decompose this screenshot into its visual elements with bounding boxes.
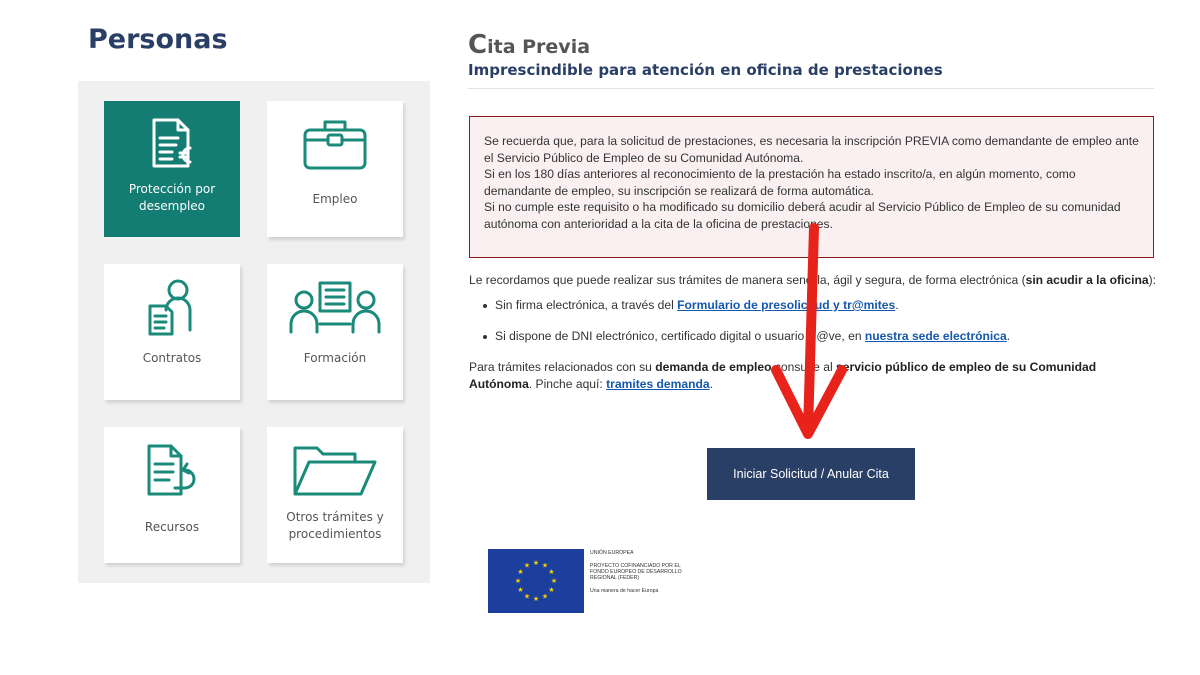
list-item: Sin firma electrónica, a través del Formulario de presolicitud y tr@mites.: [469, 297, 1159, 314]
svg-text:★: ★: [523, 561, 531, 570]
notice-line: Si en los 180 días anteriores al reconocimiento de la prestación ha estado inscrito/a, en algún momento, como demandante de empleo, su inscripción se realizará de forma automática.: [484, 167, 1076, 198]
tile-label: Otros trámites y procedimientos: [286, 510, 384, 541]
tile-empleo[interactable]: [267, 101, 403, 237]
svg-text:★: ★: [532, 595, 540, 603]
tile-label: Protección por desempleo: [128, 182, 216, 213]
demand-text: Para trámites relacionados con su demanda de empleo consulte al servicio público de empleo de su Comunidad Autónoma. Pinche aquí: tramites demanda.: [469, 360, 1097, 391]
teacher-students-icon: [288, 276, 382, 338]
svg-text:★: ★: [517, 586, 524, 594]
eu-flag-logo: [488, 549, 584, 613]
eu-project-label: PROYECTO COFINANCIADO POR EL FONDO EUROPEO DE DESARROLLO REGIONAL (FEDER): [590, 563, 682, 581]
tile-contratos[interactable]: [104, 264, 240, 400]
svg-text:★: ★: [523, 592, 531, 601]
svg-text:★: ★: [541, 592, 549, 601]
tile-label: Empleo: [312, 192, 358, 206]
tile-recursos[interactable]: [104, 427, 240, 563]
svg-text:★: ★: [517, 568, 524, 576]
svg-text:★: ★: [514, 577, 522, 585]
notice-box: [469, 116, 1154, 258]
tile-proteccion-desempleo[interactable]: [104, 101, 240, 237]
list-item: Si dispone de DNI electrónico, certificado digital o usuario cl@ve, en nuestra sede electrónica.: [469, 328, 1159, 345]
folder-icon: [291, 439, 379, 501]
tramites-demanda-link[interactable]: tramites demanda: [606, 377, 710, 391]
tile-formacion[interactable]: [267, 264, 403, 400]
svg-text:★: ★: [548, 568, 555, 576]
svg-text:★: ★: [548, 586, 555, 594]
options-list: [469, 297, 1159, 345]
eu-motto-label: Una manera de hacer Europa: [590, 588, 659, 594]
page-subtitle: Imprescindible para atención en oficina de prestaciones: [468, 61, 943, 79]
svg-text:★: ★: [550, 577, 558, 585]
svg-text:★: ★: [541, 561, 549, 570]
notice-line: Si no cumple este requisito o ha modificado su domicilio deberá acudir al Servicio Público de Empleo de su comunidad autónoma con anterioridad a la cita de la oficina de prestaciones.: [484, 200, 1121, 231]
tile-label: Contratos: [142, 351, 202, 365]
title-initial: C: [468, 30, 488, 60]
invoice-euro-icon: [148, 113, 196, 175]
eu-caption: [590, 550, 690, 594]
tile-otros-tramites[interactable]: [267, 427, 403, 563]
notice-line: Se recuerda que, para la solicitud de prestaciones, es necesaria la inscripción PREVIA como demandante de empleo ante el Servicio Público de Empleo de su Comunidad Autónoma.: [484, 134, 1139, 165]
iniciar-solicitud-button[interactable]: Iniciar Solicitud / Anular Cita: [707, 448, 915, 500]
divider: [468, 88, 1154, 89]
eu-union-label: UNIÓN EUROPEA: [590, 550, 634, 556]
tile-label: Recursos: [144, 520, 200, 534]
formulario-presolicitud-link[interactable]: Formulario de presolicitud y tr@mites: [677, 298, 896, 312]
eu-stars-icon: [488, 549, 584, 613]
briefcase-icon: [301, 113, 369, 175]
title-rest: ita Previa: [487, 36, 591, 58]
svg-text:★: ★: [532, 559, 540, 567]
tile-label: Formación: [303, 351, 367, 365]
sede-electronica-link[interactable]: nuestra sede electrónica: [864, 329, 1007, 343]
personas-title: Personas: [88, 24, 228, 55]
document-return-icon: [145, 439, 199, 501]
intro-text: Le recordamos que puede realizar sus trámites de manera sencilla, ágil y segura, de forma electrónica (sin acudir a la oficina):: [469, 273, 1156, 287]
main-content: [469, 272, 1159, 393]
document-person-icon: [144, 276, 200, 338]
tile-panel: [78, 81, 430, 583]
page-title: [468, 30, 590, 60]
